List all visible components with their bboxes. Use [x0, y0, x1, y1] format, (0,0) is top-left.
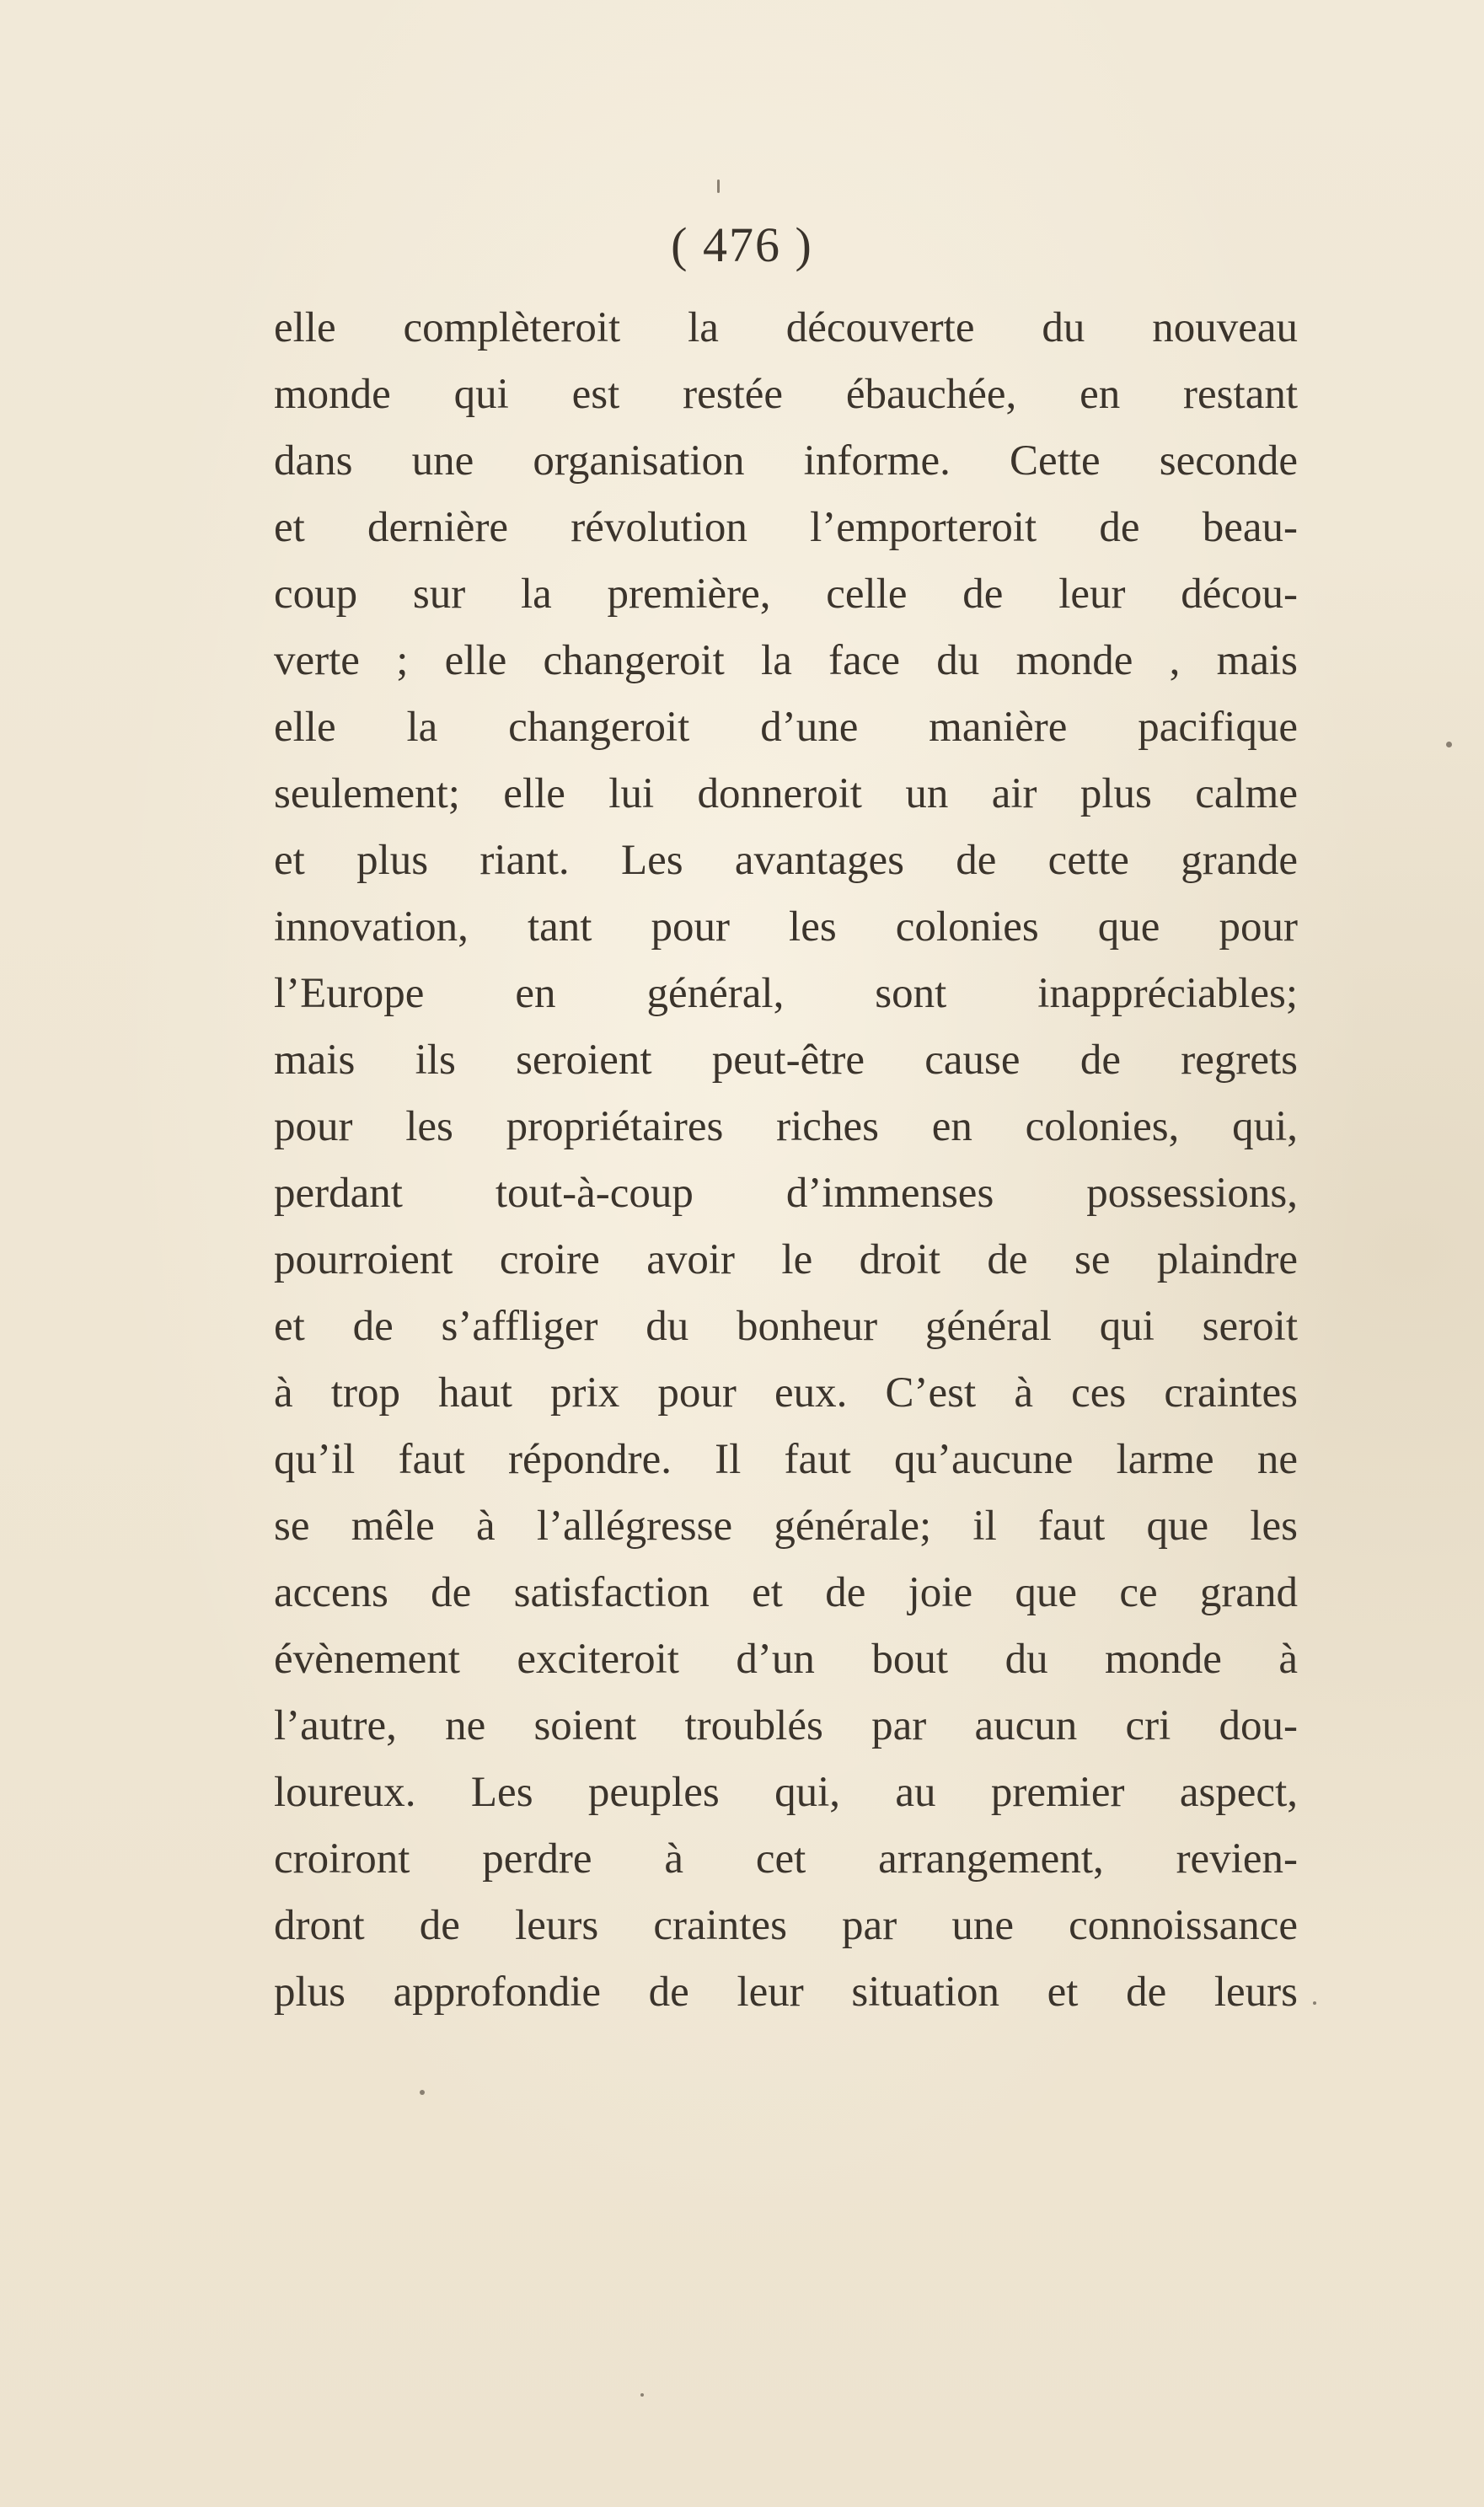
text-line: et dernière révolution l’emporteroit de beau- [274, 504, 1298, 551]
text-line: monde qui est restée ébauchée, en restant [274, 371, 1298, 418]
text-line: se mêle à l’allégresse générale; il faut que les [274, 1503, 1298, 1550]
text-line: coup sur la première, celle de leur décou- [274, 571, 1298, 618]
text-line: loureux. Les peuples qui, au premier aspect, [274, 1769, 1298, 1816]
text-line: innovation, tant pour les colonies que pour [274, 903, 1298, 951]
text-line: dront de leurs craintes par une connoissance [274, 1902, 1298, 1949]
text-line: seulement; elle lui donneroit un air plus calme [274, 770, 1298, 817]
page-number: ( 476 ) [671, 217, 813, 272]
text-line: qu’il faut répondre. Il faut qu’aucune larme ne [274, 1436, 1298, 1483]
text-line: et de s’affliger du bonheur général qui seroit [274, 1303, 1298, 1350]
text-line: plus approfondie de leur situation et de leurs [274, 1969, 1298, 2016]
paper-speck [1446, 742, 1452, 747]
text-line: pour les propriétaires riches en colonies, qui, [274, 1103, 1298, 1150]
text-line: perdant tout-à-coup d’immenses possessions, [274, 1170, 1298, 1217]
text-line: pourroient croire avoir le droit de se plaindre [274, 1236, 1298, 1283]
body-text [274, 295, 1298, 2026]
text-line: dans une organisation informe. Cette seconde [274, 437, 1298, 485]
text-line: elle complèteroit la découverte du nouveau [274, 304, 1298, 351]
text-line: mais ils seroient peut-être cause de regrets [274, 1037, 1298, 1084]
text-line: l’Europe en général, sont inappréciables; [274, 970, 1298, 1017]
paper-speck [1313, 2001, 1316, 2005]
text-line: évènement exciteroit d’un bout du monde à [274, 1636, 1298, 1683]
paper-speck [640, 2393, 644, 2397]
paper-speck [420, 2090, 425, 2095]
paper-speck [717, 179, 720, 193]
text-line: verte ; elle changeroit la face du monde , mais [274, 637, 1298, 684]
text-line: et plus riant. Les avantages de cette grande [274, 837, 1298, 884]
text-line: accens de satisfaction et de joie que ce grand [274, 1569, 1298, 1616]
text-line: l’autre, ne soient troublés par aucun cri dou- [274, 1702, 1298, 1749]
text-line: elle la changeroit d’une manière pacifique [274, 704, 1298, 751]
text-line: croiront perdre à cet arrangement, revien- [274, 1835, 1298, 1883]
text-line: à trop haut prix pour eux. C’est à ces craintes [274, 1369, 1298, 1417]
